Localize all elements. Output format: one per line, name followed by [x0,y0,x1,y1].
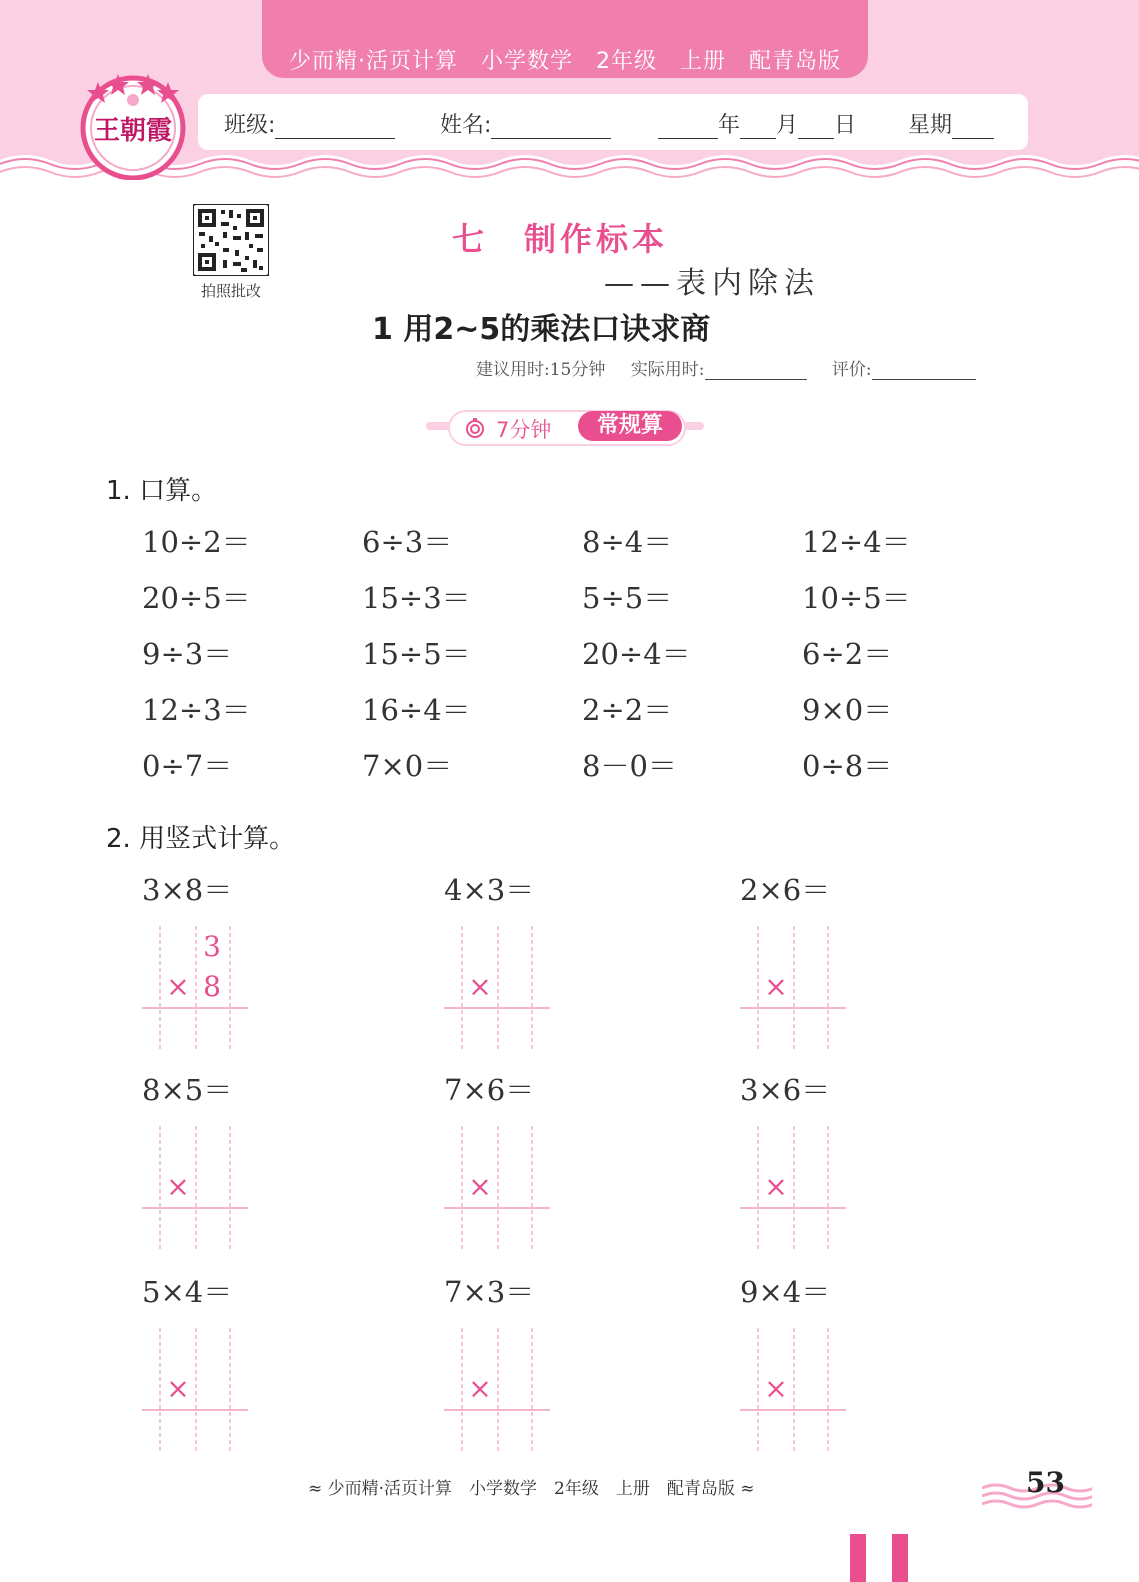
oral-problem: 10÷5＝ [802,581,911,615]
vertical-grid-box[interactable] [444,1328,550,1454]
tab-marker-1 [850,1534,866,1582]
section1-heading: 1. 口算。 [106,476,218,506]
vertical-grid-box[interactable] [142,926,248,1052]
oral-problem: 0÷7＝ [142,749,233,783]
vertical-grid-box[interactable] [142,1328,248,1454]
vertical-grid-box[interactable] [740,1126,846,1252]
times-sign: × [468,970,492,1003]
times-sign: × [764,1372,788,1405]
oral-problem: 15÷3＝ [362,581,471,615]
lesson-title: 1 用2~5的乘法口诀求商 [372,312,711,347]
year-label: 年 [718,113,741,138]
date-field[interactable] [658,108,856,139]
weekday-field[interactable] [908,108,994,139]
name-blank[interactable] [491,116,611,139]
footer-text: ≈ 少而精·活页计算 小学数学 2年级 上册 配青岛版 ≈ [308,1479,755,1499]
day-blank[interactable] [798,116,834,139]
vertical-problem: 3×6＝ [740,1073,831,1107]
oral-problem: 20÷4＝ [582,637,691,671]
example-top-digit: 3 [203,930,221,963]
stopwatch-icon [464,417,486,439]
actual-time-label: 实际用时: [630,360,705,380]
vertical-problem: 3×8＝ [142,873,233,907]
weekday-blank[interactable] [952,116,994,139]
vertical-problem: 9×4＝ [740,1275,831,1309]
vertical-grid-box[interactable] [740,1328,846,1454]
times-sign: × [764,1170,788,1203]
oral-problem: 5÷5＝ [582,581,673,615]
oral-problem: 6÷3＝ [362,525,453,559]
vertical-problem: 2×6＝ [740,873,831,907]
vertical-grid-box[interactable] [444,926,550,1052]
times-sign: × [166,1170,190,1203]
qr-label: 拍照批改 [200,282,261,300]
vertical-problem: 7×3＝ [444,1275,535,1309]
oral-problem: 2÷2＝ [582,693,673,727]
vertical-grid-box[interactable] [142,1126,248,1252]
badge-time: 7分钟 [496,418,552,442]
chapter-title: 七 制作标本 [452,220,669,258]
banner-text: 少而精·活页计算 小学数学 2年级 上册 配青岛版 [289,49,841,74]
day-label: 日 [834,113,857,138]
oral-problem: 0÷8＝ [802,749,893,783]
oral-problem: 15÷5＝ [362,637,471,671]
header-tab [262,0,868,78]
oral-problem: 9×0＝ [802,693,893,727]
class-blank[interactable] [275,116,395,139]
class-field[interactable] [224,108,395,139]
oral-problem: 7×0＝ [362,749,453,783]
logo-text: 王朝霞 [93,116,172,146]
month-label: 月 [776,113,799,138]
vertical-grid-box[interactable] [740,926,846,1052]
timer-badge [448,410,686,446]
times-sign: × [468,1170,492,1203]
oral-problem: 9÷3＝ [142,637,233,671]
evaluation-blank[interactable] [872,363,976,380]
times-sign: × [468,1372,492,1405]
oral-problem: 12÷4＝ [802,525,911,559]
actual-time-blank[interactable] [705,363,807,380]
section2-heading: 2. 用竖式计算。 [106,824,296,854]
vertical-problem: 4×3＝ [444,873,535,907]
name-label: 姓名: [440,113,492,138]
times-sign: × [166,970,190,1003]
example-bottom-digit: 8 [203,970,221,1003]
time-info [476,355,976,380]
qr-code-icon[interactable] [193,204,269,276]
chapter-subtitle: ——表内除法 [604,266,820,301]
evaluation-label: 评价: [831,360,872,380]
suggested-time: 建议用时:15分钟 [476,360,606,380]
oral-problem: 12÷3＝ [142,693,251,727]
oral-problem: 10÷2＝ [142,525,251,559]
tab-marker-2 [892,1534,908,1582]
weekday-label: 星期 [908,113,953,138]
name-field[interactable] [440,108,611,139]
month-blank[interactable] [740,116,776,139]
vertical-problem: 5×4＝ [142,1275,233,1309]
page-number: 53 [1026,1466,1065,1499]
oral-problem: 6÷2＝ [802,637,893,671]
vertical-problem: 7×6＝ [444,1073,535,1107]
vertical-grid-box[interactable] [444,1126,550,1252]
class-label: 班级: [224,113,276,138]
oral-problem: 8－0＝ [582,749,677,783]
year-blank[interactable] [658,116,718,139]
badge-type: 常规算 [578,411,682,441]
vertical-problem: 8×5＝ [142,1073,233,1107]
student-info-box [198,94,1028,150]
oral-problem: 20÷5＝ [142,581,251,615]
times-sign: × [166,1372,190,1405]
oral-problem: 16÷4＝ [362,693,471,727]
times-sign: × [764,970,788,1003]
oral-problem: 8÷4＝ [582,525,673,559]
